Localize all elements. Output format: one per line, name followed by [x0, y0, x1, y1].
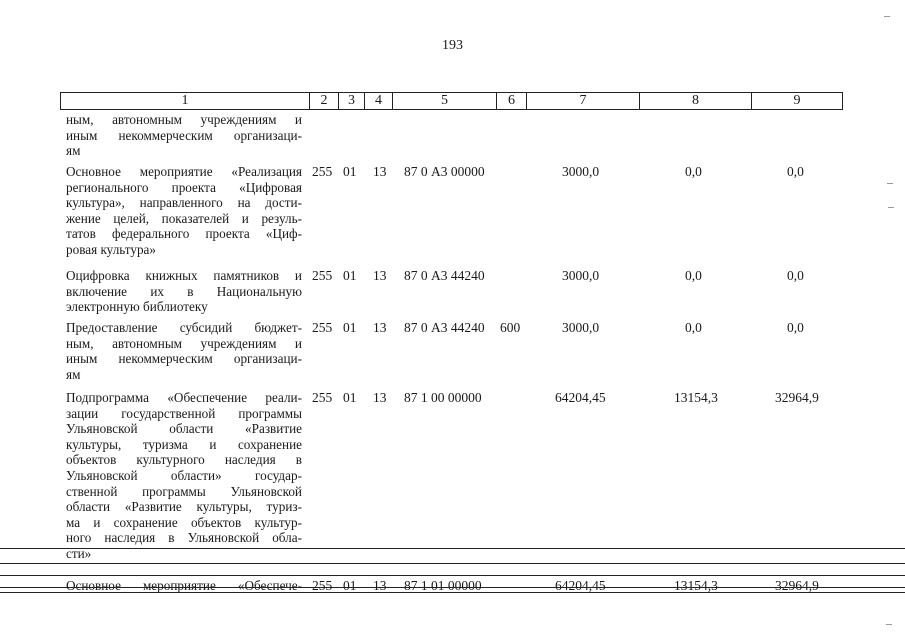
description-line: Предоставление субсидий бюджет- [66, 320, 302, 335]
row-3-description [66, 390, 302, 562]
header-col-5: 5 [393, 93, 497, 109]
description-line: Ульяновской области» государ- [66, 467, 302, 483]
description-line: ям [66, 143, 81, 159]
row-0-col-4: 13 [373, 164, 387, 179]
header-col-1: 1 [61, 93, 310, 109]
scan-line [0, 548, 905, 549]
row-3-col-3: 01 [343, 390, 357, 405]
row-3-col-5: 87 1 00 00000 [404, 390, 482, 405]
row-3-col-8: 13154,3 [674, 390, 718, 405]
row-0-col-2: 255 [312, 164, 333, 179]
scan-mark [887, 183, 893, 184]
row-2-col-8: 0,0 [685, 320, 702, 335]
row-3-col-4: 13 [373, 390, 387, 405]
description-line: области «Развитие культуры, туриз- [66, 499, 302, 515]
description-line: жение целей, показателей и резуль- [66, 210, 302, 226]
description-line: иным некоммерческим организаци- [66, 127, 302, 143]
description-line: ственной программы Ульяновской [66, 483, 302, 499]
row-4-col-5: 87 1 01 00000 [404, 578, 482, 593]
description-line: объектов культурного наследия в [66, 452, 302, 468]
row-1-col-5: 87 0 А3 44240 [404, 268, 485, 283]
row-0-col-5: 87 0 А3 00000 [404, 164, 485, 179]
header-col-3: 3 [339, 93, 365, 109]
scan-line [0, 587, 905, 588]
row-2-col-7: 3000,0 [562, 320, 600, 335]
row-0-col-7: 3000,0 [562, 164, 600, 179]
row-4-col-7: 64204,45 [555, 578, 606, 593]
header-col-7: 7 [527, 93, 640, 109]
scan-mark [884, 16, 890, 17]
scan-line [0, 563, 905, 564]
row-0-col-3: 01 [343, 164, 357, 179]
row-1-col-2: 255 [312, 268, 333, 283]
row-2-col-2: 255 [312, 320, 333, 335]
table-header [60, 92, 843, 110]
continuation-text [66, 112, 302, 159]
row-1-col-8: 0,0 [685, 268, 702, 283]
row-0-col-8: 0,0 [685, 164, 702, 179]
row-1-col-4: 13 [373, 268, 387, 283]
row-3-col-2: 255 [312, 390, 333, 405]
row-2-col-4: 13 [373, 320, 387, 335]
description-line: Подпрограмма «Обеспечение реали- [66, 390, 302, 405]
description-line: Оцифровка книжных памятников и [66, 268, 302, 283]
description-line: электронную библиотеку [66, 299, 208, 315]
row-4-col-4: 13 [373, 578, 387, 593]
row-2-col-9: 0,0 [787, 320, 804, 335]
description-line: включение их в Национальную [66, 283, 302, 299]
header-col-4: 4 [365, 93, 393, 109]
row-4-col-8: 13154,3 [674, 578, 718, 593]
description-line: ма и сохранение объектов культур- [66, 514, 302, 530]
row-4-col-2: 255 [312, 578, 333, 593]
header-col-2: 2 [310, 93, 339, 109]
row-0-col-9: 0,0 [787, 164, 804, 179]
description-line: Основное мероприятие «Обеспече- [66, 578, 302, 593]
row-1-description [66, 268, 302, 315]
scan-line [0, 592, 905, 593]
row-2-col-6: 600 [500, 320, 521, 335]
header-col-9: 9 [793, 93, 801, 108]
description-line: культуры, туризма и сохранение [66, 436, 302, 452]
description-line: культура», направленного на дости- [66, 195, 302, 211]
row-2-col-3: 01 [343, 320, 357, 335]
description-line: Основное мероприятие «Реализация [66, 164, 302, 179]
description-line: Ульяновской области «Развитие [66, 421, 302, 437]
description-line: сти» [66, 545, 92, 561]
row-4-col-9: 32964,9 [775, 578, 819, 593]
header-col-6: 6 [497, 93, 527, 109]
page-number: 193 [442, 38, 463, 53]
description-line: ровая культура» [66, 241, 157, 257]
description-line: иным некоммерческим организаци- [66, 351, 302, 367]
row-3-col-9: 32964,9 [775, 390, 819, 405]
description-line: татов федерального проекта «Циф- [66, 226, 302, 242]
description-line: ным, автономным учреждениям и [66, 335, 302, 351]
row-3-col-7: 64204,45 [555, 390, 606, 405]
header-col-8: 8 [640, 93, 752, 109]
scan-mark [886, 624, 892, 625]
row-4-col-3: 01 [343, 578, 357, 593]
row-0-description [66, 164, 302, 258]
scan-line [0, 575, 905, 576]
row-2-col-5: 87 0 А3 44240 [404, 320, 485, 335]
row-1-col-7: 3000,0 [562, 268, 600, 283]
description-line: ным, автономным учреждениям и [66, 112, 302, 127]
row-1-col-9: 0,0 [787, 268, 804, 283]
description-line: зации государственной программы [66, 405, 302, 421]
row-1-col-3: 01 [343, 268, 357, 283]
scan-mark [888, 207, 894, 208]
row-2-description [66, 320, 302, 382]
description-line: регионального проекта «Цифровая [66, 179, 302, 195]
description-line: ям [66, 366, 81, 382]
description-line: ного наследия в Ульяновской обла- [66, 530, 302, 546]
